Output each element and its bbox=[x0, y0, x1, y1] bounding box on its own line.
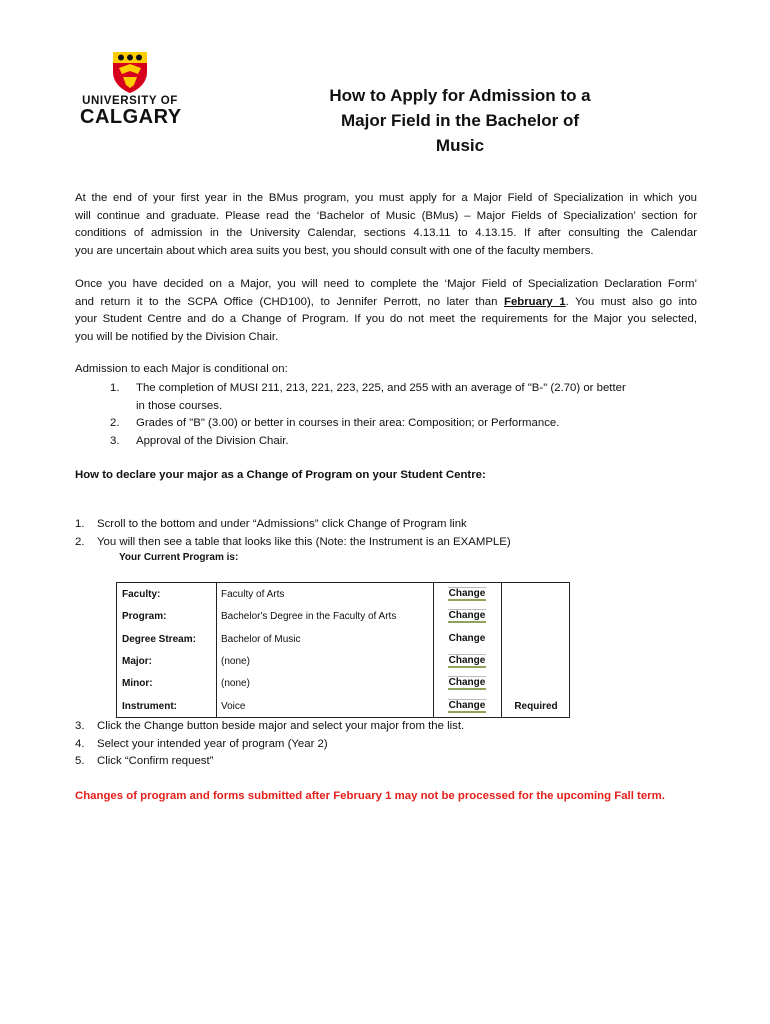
list-number: 1. bbox=[75, 518, 85, 530]
declaration-paragraph bbox=[75, 276, 697, 346]
list-number: 3. bbox=[75, 720, 85, 732]
list-item bbox=[110, 415, 710, 433]
steps-list bbox=[75, 718, 715, 771]
row-label: Faculty: bbox=[122, 589, 161, 600]
title-line: Major Field in the Bachelor of bbox=[340, 111, 580, 130]
list-item bbox=[75, 516, 715, 534]
table-row bbox=[117, 650, 569, 672]
intro-paragraph bbox=[75, 190, 697, 260]
list-text: Select your intended year of program (Year 2) bbox=[97, 737, 328, 750]
university-logo bbox=[80, 50, 180, 132]
list-text: Grades of "B" (3.00) or better in courses in their area: Composition; or Performance. bbox=[136, 417, 560, 430]
change-minor-button[interactable] bbox=[438, 677, 496, 688]
list-number: 1. bbox=[110, 382, 120, 394]
list-text: Scroll to the bottom and under “Admissions” click Change of Program link bbox=[97, 518, 467, 530]
section-heading: How to declare your major as a Change of Program on your Student Centre: bbox=[75, 469, 486, 481]
button-label: Change bbox=[448, 610, 486, 622]
paragraph-line: you are uncertain about which area suits you best, you should consult with one of the faculty members. bbox=[75, 244, 594, 257]
list-item-continuation bbox=[110, 398, 710, 416]
table-caption: Your Current Program is: bbox=[119, 552, 239, 563]
list-item bbox=[110, 433, 710, 451]
list-item bbox=[110, 380, 710, 398]
title-line: How to Apply for Admission to a bbox=[329, 86, 591, 105]
list-item bbox=[75, 753, 715, 771]
button-label: Change bbox=[448, 677, 486, 689]
row-label: Program: bbox=[122, 611, 167, 623]
table-row bbox=[117, 583, 569, 605]
list-number: 5. bbox=[75, 755, 85, 768]
title-line: Music bbox=[435, 136, 485, 155]
program-table bbox=[116, 582, 570, 718]
conditions-intro: Admission to each Major is conditional on: bbox=[75, 363, 288, 375]
list-item bbox=[75, 534, 715, 552]
paragraph-line: you will be notified by the Division Chair. bbox=[75, 330, 279, 343]
change-degree-stream-text bbox=[438, 633, 496, 644]
paragraph-line bbox=[75, 294, 697, 312]
table-row bbox=[117, 672, 569, 694]
required-note: Required bbox=[514, 700, 558, 712]
list-item bbox=[75, 718, 715, 736]
paragraph-line: your Student Centre and do a Change of Program. If you do not meet the requirements for the Major you selected, bbox=[75, 313, 697, 326]
button-label: Change bbox=[448, 632, 486, 644]
paragraph-text: and return it to the SCPA Office (CHD100), to Jennifer Perrott, no later than bbox=[75, 295, 504, 308]
paragraph-line: will continue and graduate. Please read the ‘Bachelor of Music (BMus) – Major Fields of Specialization’ section for bbox=[75, 209, 697, 222]
row-value: (none) bbox=[221, 655, 250, 667]
list-number: 2. bbox=[110, 417, 120, 430]
page-title bbox=[300, 83, 620, 158]
logo-text-university-of: UNIVERSITY OF bbox=[82, 95, 178, 107]
list-text: Click the Change button beside major and select your major from the list. bbox=[97, 720, 465, 732]
change-major-button[interactable] bbox=[438, 655, 496, 666]
table-row bbox=[117, 628, 569, 650]
paragraph-text: . You must also go into bbox=[565, 295, 697, 308]
list-number: 4. bbox=[75, 737, 85, 750]
paragraph-line: Once you have decided on a Major, you will need to complete the ‘Major Field of Specialization Declaration Form’ bbox=[75, 278, 697, 290]
paragraph-line: At the end of your first year in the BMus program, you must apply for a Major Field of Specialization in which you bbox=[75, 192, 697, 204]
table-row bbox=[117, 695, 569, 717]
logo-text-calgary: CALGARY bbox=[80, 106, 182, 128]
row-label: Major: bbox=[122, 655, 152, 667]
change-program-button[interactable] bbox=[438, 610, 496, 621]
steps-list bbox=[75, 516, 715, 551]
list-item bbox=[75, 736, 715, 754]
list-text: The completion of MUSI 211, 213, 221, 223, 225, and 255 with an average of "B-" (2.70) or better bbox=[136, 382, 626, 394]
list-text: You will then see a table that looks like this (Note: the Instrument is an EXAMPLE) bbox=[97, 535, 511, 548]
button-label: Change bbox=[448, 699, 486, 711]
row-label: Minor: bbox=[122, 678, 153, 690]
row-value: Bachelor's Degree in the Faculty of Arts bbox=[221, 611, 397, 623]
table-row bbox=[117, 605, 569, 627]
deadline-warning: Changes of program and forms submitted after February 1 may not be processed for the upcoming Fall term. bbox=[75, 790, 665, 802]
row-value: (none) bbox=[221, 678, 250, 690]
row-value: Bachelor of Music bbox=[221, 633, 301, 645]
deadline-date: February 1 bbox=[503, 295, 566, 308]
row-label: Degree Stream: bbox=[122, 633, 196, 645]
change-faculty-button[interactable] bbox=[438, 588, 496, 599]
button-label: Change bbox=[448, 588, 486, 599]
list-text: Click “Confirm request” bbox=[97, 755, 214, 768]
list-number: 3. bbox=[110, 434, 120, 447]
list-text: in those courses. bbox=[136, 399, 223, 412]
row-value: Faculty of Arts bbox=[221, 589, 285, 600]
paragraph-line: conditions of admission in the University Calendar, sections 4.13.11 to 4.13.15. If after consulting the Calendar bbox=[75, 227, 697, 240]
change-instrument-button[interactable] bbox=[438, 700, 496, 711]
conditions-list bbox=[110, 380, 710, 450]
row-label: Instrument: bbox=[122, 700, 177, 712]
button-label: Change bbox=[448, 654, 486, 666]
row-value: Voice bbox=[221, 700, 246, 712]
crest-icon bbox=[111, 50, 149, 94]
list-number: 2. bbox=[75, 535, 85, 548]
list-text: Approval of the Division Chair. bbox=[136, 434, 289, 447]
